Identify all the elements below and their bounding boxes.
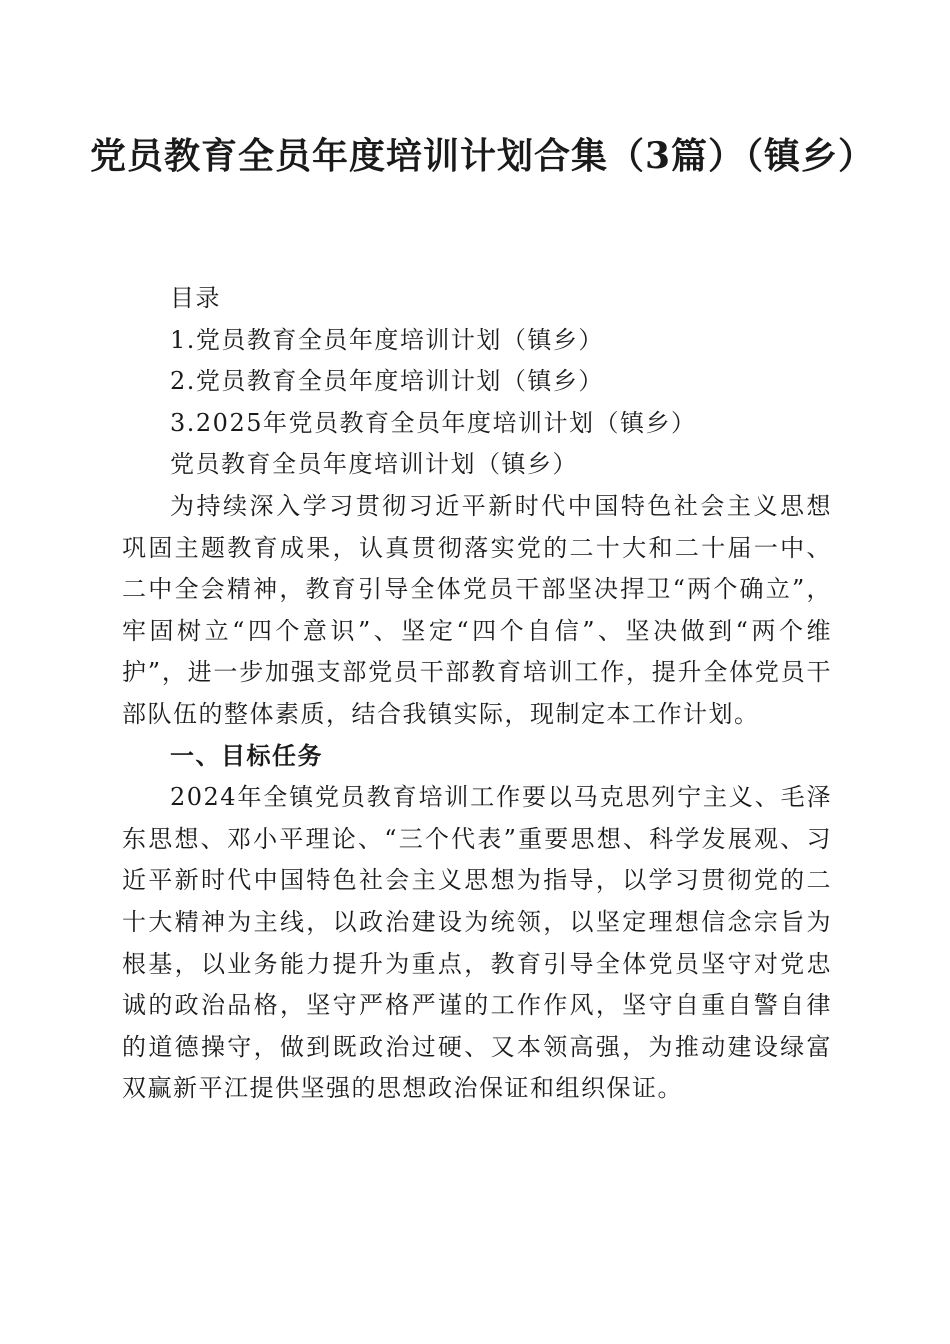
article-title: 党员教育全员年度培训计划（镇乡）	[170, 450, 578, 479]
toc-item-1: 1.党员教育全员年度培训计划（镇乡）	[170, 325, 604, 354]
section-heading: 一、目标任务	[170, 741, 323, 770]
section-paragraph: 2024年全镇党员教育培训工作要以马克思列宁主义、毛泽东思想、邓小平理论、“三个代表”重要思想、科学发展观、习近平新时代中国特色社会主义思想为指导，以学习贯彻党的二十大精神为主线，以政治建设为统领，以坚定理想信念宗旨为根基，以业务能力提升为重点，教育引导全体党员坚守对党忠诚的政治品格，坚守严格严谨的工作作风，坚守自重自警自律的道德操守，做到既政治过硬、又本领高强，为推动建设绿富双赢新平江提供坚强的思想政治保证和组织保证。	[122, 783, 832, 1103]
document-body	[122, 278, 832, 1110]
toc-label: 目录	[170, 284, 221, 312]
toc-item-2: 2.党员教育全员年度培训计划（镇乡）	[170, 367, 604, 396]
toc-item-3: 3.2025年党员教育全员年度培训计划（镇乡）	[170, 408, 697, 437]
intro-paragraph: 为持续深入学习贯彻习近平新时代中国特色社会主义思想巩固主题教育成果，认真贯彻落实党的二十大和二十届一中、二中全会精神，教育引导全体党员干部坚决捍卫“两个确立”，牢固树立“四个意识”、坚定“四个自信”、坚决做到“两个维护”，进一步加强支部党员干部教育培训工作，提升全体党员干部队伍的整体素质，结合我镇实际，现制定本工作计划。	[122, 491, 832, 728]
document-title: 党员教育全员年度培训计划合集（3篇）（镇乡）	[90, 135, 876, 177]
